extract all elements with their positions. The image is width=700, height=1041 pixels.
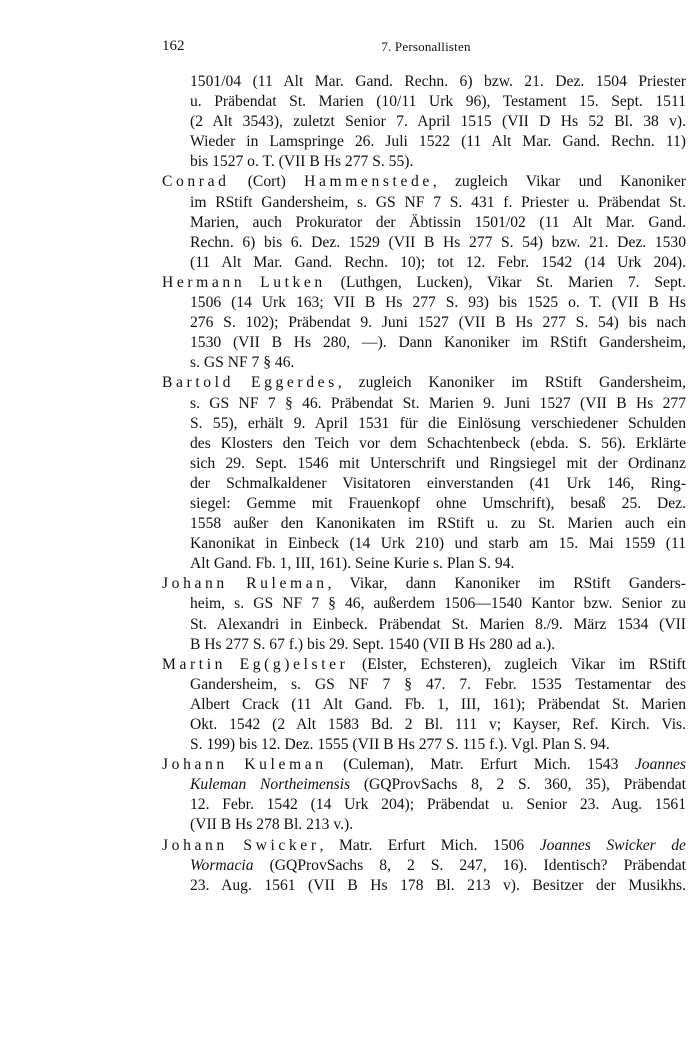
text-run: Albert Crack (11 Alt Gand. Fb. 1, III, 161); Präbendat St. Marien (190, 695, 686, 713)
text-run: B Hs 277 S. 67 f.) bis 29. Sept. 1540 (VII B Hs 280 ad a.). (190, 635, 556, 653)
text-run (228, 575, 246, 592)
running-title: 7. Personallisten (381, 39, 471, 54)
text-line (162, 313, 686, 333)
text-line (162, 675, 686, 695)
text-line (162, 394, 686, 414)
text-line (162, 353, 686, 373)
text-run: Okt. 1542 (2 Alt 1583 Bd. 2 Bl. 111 v; Kayser, Ref. Kirch. Vis. (190, 716, 686, 733)
text-line (162, 72, 686, 92)
text-line (162, 534, 686, 554)
text-run: 23. Aug. 1561 (VII B Hs 178 Bl. 213 v). Besitzer der Musikhs. (190, 876, 686, 894)
text-run (228, 756, 245, 773)
person-name: Johann (162, 756, 228, 774)
entry-first-line (162, 172, 686, 192)
text-line (162, 293, 686, 313)
text-run: S. 199) bis 12. Dez. 1555 (VII B Hs 277 S. 115 f.). Vgl. Plan S. 94. (190, 736, 610, 754)
text-run: Gandersheim, s. GS NF 7 § 47. 7. Febr. 1535 Testamentar des (190, 675, 686, 693)
italic-quote: Joannes (634, 756, 686, 774)
person-name: Johann (162, 836, 228, 854)
text-run: (Culeman), Matr. Erfurt Mich. 1543 (326, 756, 635, 774)
text-run: bis 1527 o. T. (VII B Hs 277 S. 55). (190, 153, 414, 171)
text-run: 12. Febr. 1542 (14 Urk 204); Präbendat u. Senior 23. Aug. 1561 (190, 796, 686, 814)
entry-first-line (162, 574, 686, 594)
text-run (228, 837, 244, 854)
text-run: (Luthgen, Lucken), Vikar St. Marien 7. Sept. (325, 273, 687, 291)
text-line (162, 333, 686, 353)
text-run: , Matr. Erfurt Mich. 1506 (319, 836, 540, 854)
person-name: Conrad (162, 173, 230, 191)
text-line (162, 735, 686, 755)
text-line (162, 152, 686, 172)
text-line (162, 715, 686, 735)
person-name: Hammenstede (304, 173, 433, 191)
person-name: Swicker (243, 836, 320, 854)
text-run: 1506 (14 Urk 163; VII B Hs 277 S. 93) bis 1525 o. T. (VII B Hs (190, 294, 686, 312)
text-line (162, 876, 686, 896)
text-run (245, 274, 260, 291)
text-run: sich 29. Sept. 1546 mit Unterschrift und Ringsiegel mit der Ordinanz (190, 454, 686, 472)
text-line (162, 92, 686, 112)
person-name: Lutken (260, 273, 326, 291)
text-line (162, 554, 686, 574)
text-run: S. 55), erhält 9. April 1531 für die Einlösung verschiedener Schulden (190, 414, 686, 432)
person-name: Ruleman (246, 575, 328, 593)
text-run: Kanonikat in Einbeck (14 Urk 210) und starb am 15. Mai 1559 (11 (190, 535, 686, 553)
italic-quote: Kuleman Northeimensis (190, 776, 351, 794)
text-line (162, 414, 686, 434)
text-run: Rechn. 6) bis 6. Dez. 1529 (VII B Hs 277 S. 54) bzw. 21. Dez. 1530 (190, 233, 686, 251)
text-run: Alt Gand. Fb. 1, III, 161). Seine Kurie s. Plan S. 94. (190, 555, 515, 573)
text-line (162, 635, 686, 655)
entry-first-line (162, 755, 686, 775)
text-line (162, 775, 686, 795)
text-line (162, 695, 686, 715)
text-line (162, 514, 686, 534)
text-line (162, 132, 686, 152)
text-line (162, 253, 686, 273)
text-run: u. Präbendat St. Marien (10/11 Urk 96), Testament 15. Sept. 1511 (190, 93, 686, 111)
text-run: , zugleich Kanoniker im RStift Gandersheim, (337, 374, 686, 392)
personnel-list-text (162, 72, 686, 896)
text-line (162, 594, 686, 614)
text-line (162, 815, 686, 835)
page-number: 162 (162, 38, 185, 54)
text-line (162, 112, 686, 132)
text-line (162, 454, 686, 474)
text-run: (GQProvSachs 8, 2 S. 247, 16). Identisch? Präbendat (253, 856, 686, 874)
text-line (162, 615, 686, 635)
text-run: der Schmalkaldener Visitatoren einverstanden (41 Urk 146, Ring- (190, 474, 686, 492)
text-run: Wieder in Lamspringe 26. Juli 1522 (11 Alt Mar. Gand. Rechn. 11) (190, 133, 686, 151)
text-run: 1558 außer den Kanonikaten im RStift u. zu St. Marien auch ein (190, 515, 686, 533)
text-run: s. GS NF 7 § 46. (190, 354, 295, 372)
entry-first-line (162, 373, 686, 393)
text-line (162, 474, 686, 494)
text-run: (VII B Hs 278 Bl. 213 v.). (190, 816, 354, 834)
person-name: Martin (162, 655, 227, 673)
italic-quote: Wormacia (190, 856, 254, 874)
text-run: (Cort) (229, 173, 305, 191)
text-run (226, 656, 240, 673)
person-name: Johann (162, 575, 228, 593)
text-run: des Klosters den Teich vor dem Schachtenbeck (ebda. S. 56). Erklärte (190, 434, 686, 452)
text-run: 1530 (VII B Hs 280, —). Dann Kanoniker im RStift Gandersheim, (190, 334, 686, 352)
text-run: , Vikar, dann Kanoniker im RStift Ganders- (327, 575, 686, 593)
person-name: Bartold (162, 374, 234, 392)
person-name: Eg(g)elster (239, 655, 349, 673)
person-name: Kuleman (244, 756, 327, 774)
text-run: , zugleich Vikar und Kanoniker (432, 173, 686, 191)
text-run: (11 Alt Mar. Gand. Rechn. 10); tot 12. Febr. 1542 (14 Urk 204). (190, 253, 686, 271)
text-run: Marien, auch Prokurator der Äbtissin 1501/02 (11 Alt Mar. Gand. (190, 213, 686, 231)
text-line (162, 434, 686, 454)
text-run: im RStift Gandersheim, s. GS NF 7 S. 431 f. Priester u. Präbendat St. (190, 193, 686, 211)
text-line (162, 193, 686, 213)
text-run: 1501/04 (11 Alt Mar. Gand. Rechn. 6) bzw. 21. Dez. 1504 Priester (190, 73, 686, 90)
text-run: (GQProvSachs 8, 2 S. 360, 35), Präbendat (350, 776, 687, 794)
text-run: 276 S. 102); Präbendat 9. Juni 1527 (VII B Hs 277 S. 54) bis nach (190, 314, 686, 332)
text-line (162, 233, 686, 253)
text-run: s. GS NF 7 § 46. Präbendat St. Marien 9. Juni 1527 (VII B Hs 277 (190, 394, 686, 412)
text-run: heim, s. GS NF 7 § 46, außerdem 1506—1540 Kantor bzw. Senior zu (190, 595, 686, 613)
text-line (162, 856, 686, 876)
text-run: (Elster, Echsteren), zugleich Vikar im RStift (348, 655, 686, 673)
text-line (162, 494, 686, 514)
text-line (162, 213, 686, 233)
text-run: siegel: Gemme mit Frauenkopf ohne Umschrift), besaß 25. Dez. (190, 494, 686, 512)
entry-first-line (162, 655, 686, 675)
italic-quote: Joannes Swicker de (539, 836, 686, 854)
person-name: Eggerdes (250, 374, 338, 392)
person-name: Hermann (162, 273, 246, 291)
text-run: (2 Alt 3543), zuletzt Senior 7. April 1515 (VII D Hs 52 Bl. 38 v). (190, 113, 686, 131)
text-run: St. Alexandri in Einbeck. Präbendat St. Marien 8./9. März 1534 (VII (190, 615, 686, 633)
text-line (162, 795, 686, 815)
entry-first-line (162, 273, 686, 293)
page-header (162, 38, 690, 58)
text-run (234, 374, 251, 391)
entry-first-line (162, 836, 686, 856)
